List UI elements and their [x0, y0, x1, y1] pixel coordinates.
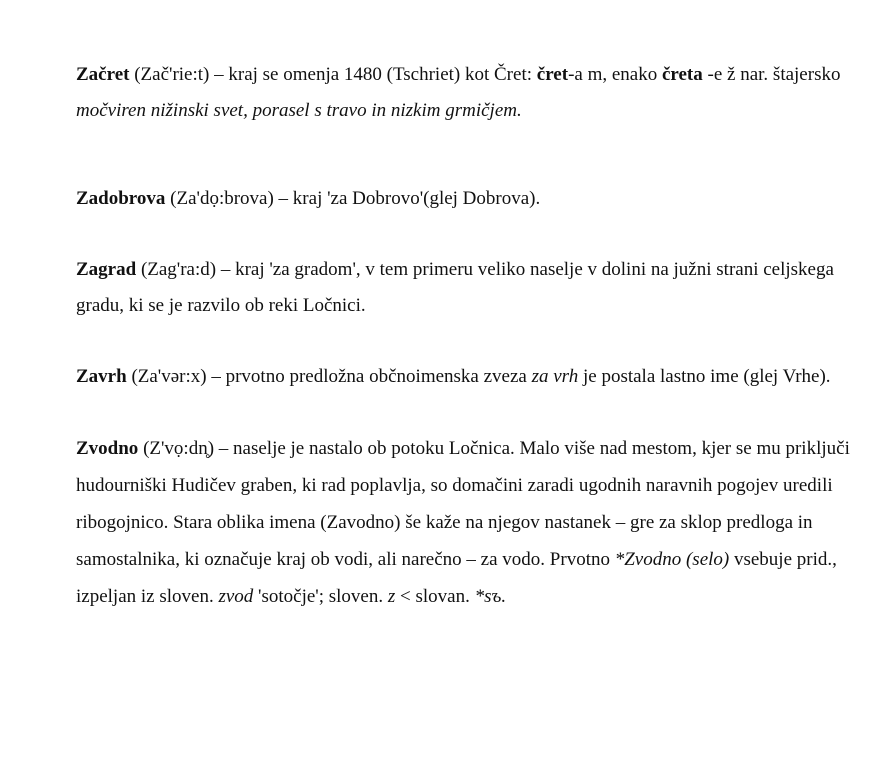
- headword: Zavrh: [76, 366, 127, 387]
- entry-italic-text: *sъ.: [474, 586, 507, 607]
- entry-text: -a m, enako: [568, 64, 662, 85]
- entry-italic-text: močviren nižinski svet, porasel s travo in nizkim grmičjem.: [76, 100, 522, 121]
- entry-text: (Za'vər:x) – prvotno predložna občnoimenska zveza: [126, 366, 532, 387]
- entry-text: 'sotočje'; sloven.: [253, 586, 388, 607]
- headword: Zagrad: [76, 259, 137, 280]
- entry-italic-text: za vrh: [531, 366, 579, 387]
- entry-zacret: [76, 57, 866, 129]
- entry-zavrh: [76, 359, 866, 395]
- entry-zvodno: [76, 430, 866, 615]
- entry-text: -e ž nar. štajersko: [702, 64, 841, 85]
- headword: Zvodno: [76, 438, 139, 459]
- entry-italic-text: zvod: [218, 586, 254, 607]
- entry-text: < slovan.: [395, 586, 475, 607]
- entry-bold-term: čret: [536, 64, 569, 85]
- entry-text: (Zag'ra:d) – kraj 'za gradom', v tem primeru veliko naselje v dolini na južni strani celjskega gradu, ki se je razvilo ob reki Ločnici.: [76, 259, 834, 316]
- entry-zagrad: [76, 252, 866, 324]
- headword: Zadobrova: [76, 188, 166, 209]
- entry-text: je postala lastno ime (glej Vrhe).: [578, 366, 831, 387]
- entry-text: (Za'dọ:brova) – kraj 'za Dobrovo'(glej Dobrova).: [165, 188, 541, 209]
- entry-zadobrova: [76, 181, 866, 217]
- entry-italic-text: z: [387, 586, 396, 607]
- headword: Začret: [76, 64, 130, 85]
- entry-italic-text: *Zvodno (selo): [614, 549, 730, 570]
- dictionary-page: [76, 57, 866, 615]
- entry-text: (Zač'rie:t) – kraj se omenja 1480 (Tschriet) kot Čret:: [129, 64, 537, 85]
- entry-text: (Z'vọ:dn̥) – naselje je nastalo ob potoku Ločnica. Malo više nad mestom, kjer se mu priključi hudourniški Hudičev graben, ki rad poplavlja, so domačini zaradi ugodnih naravnih pogojev uredili ribogojnico. Stara oblika imena (Zavodno) še kaže na njegov nastanek – gre za sklop predloga in samostalnika, ki označuje kraj ob vodi, ali narečno – za vodo. Prvotno: [76, 438, 850, 570]
- entry-bold-term: čreta: [661, 64, 703, 85]
- entry-text: vsebuje prid., izpeljan iz sloven.: [76, 549, 837, 607]
